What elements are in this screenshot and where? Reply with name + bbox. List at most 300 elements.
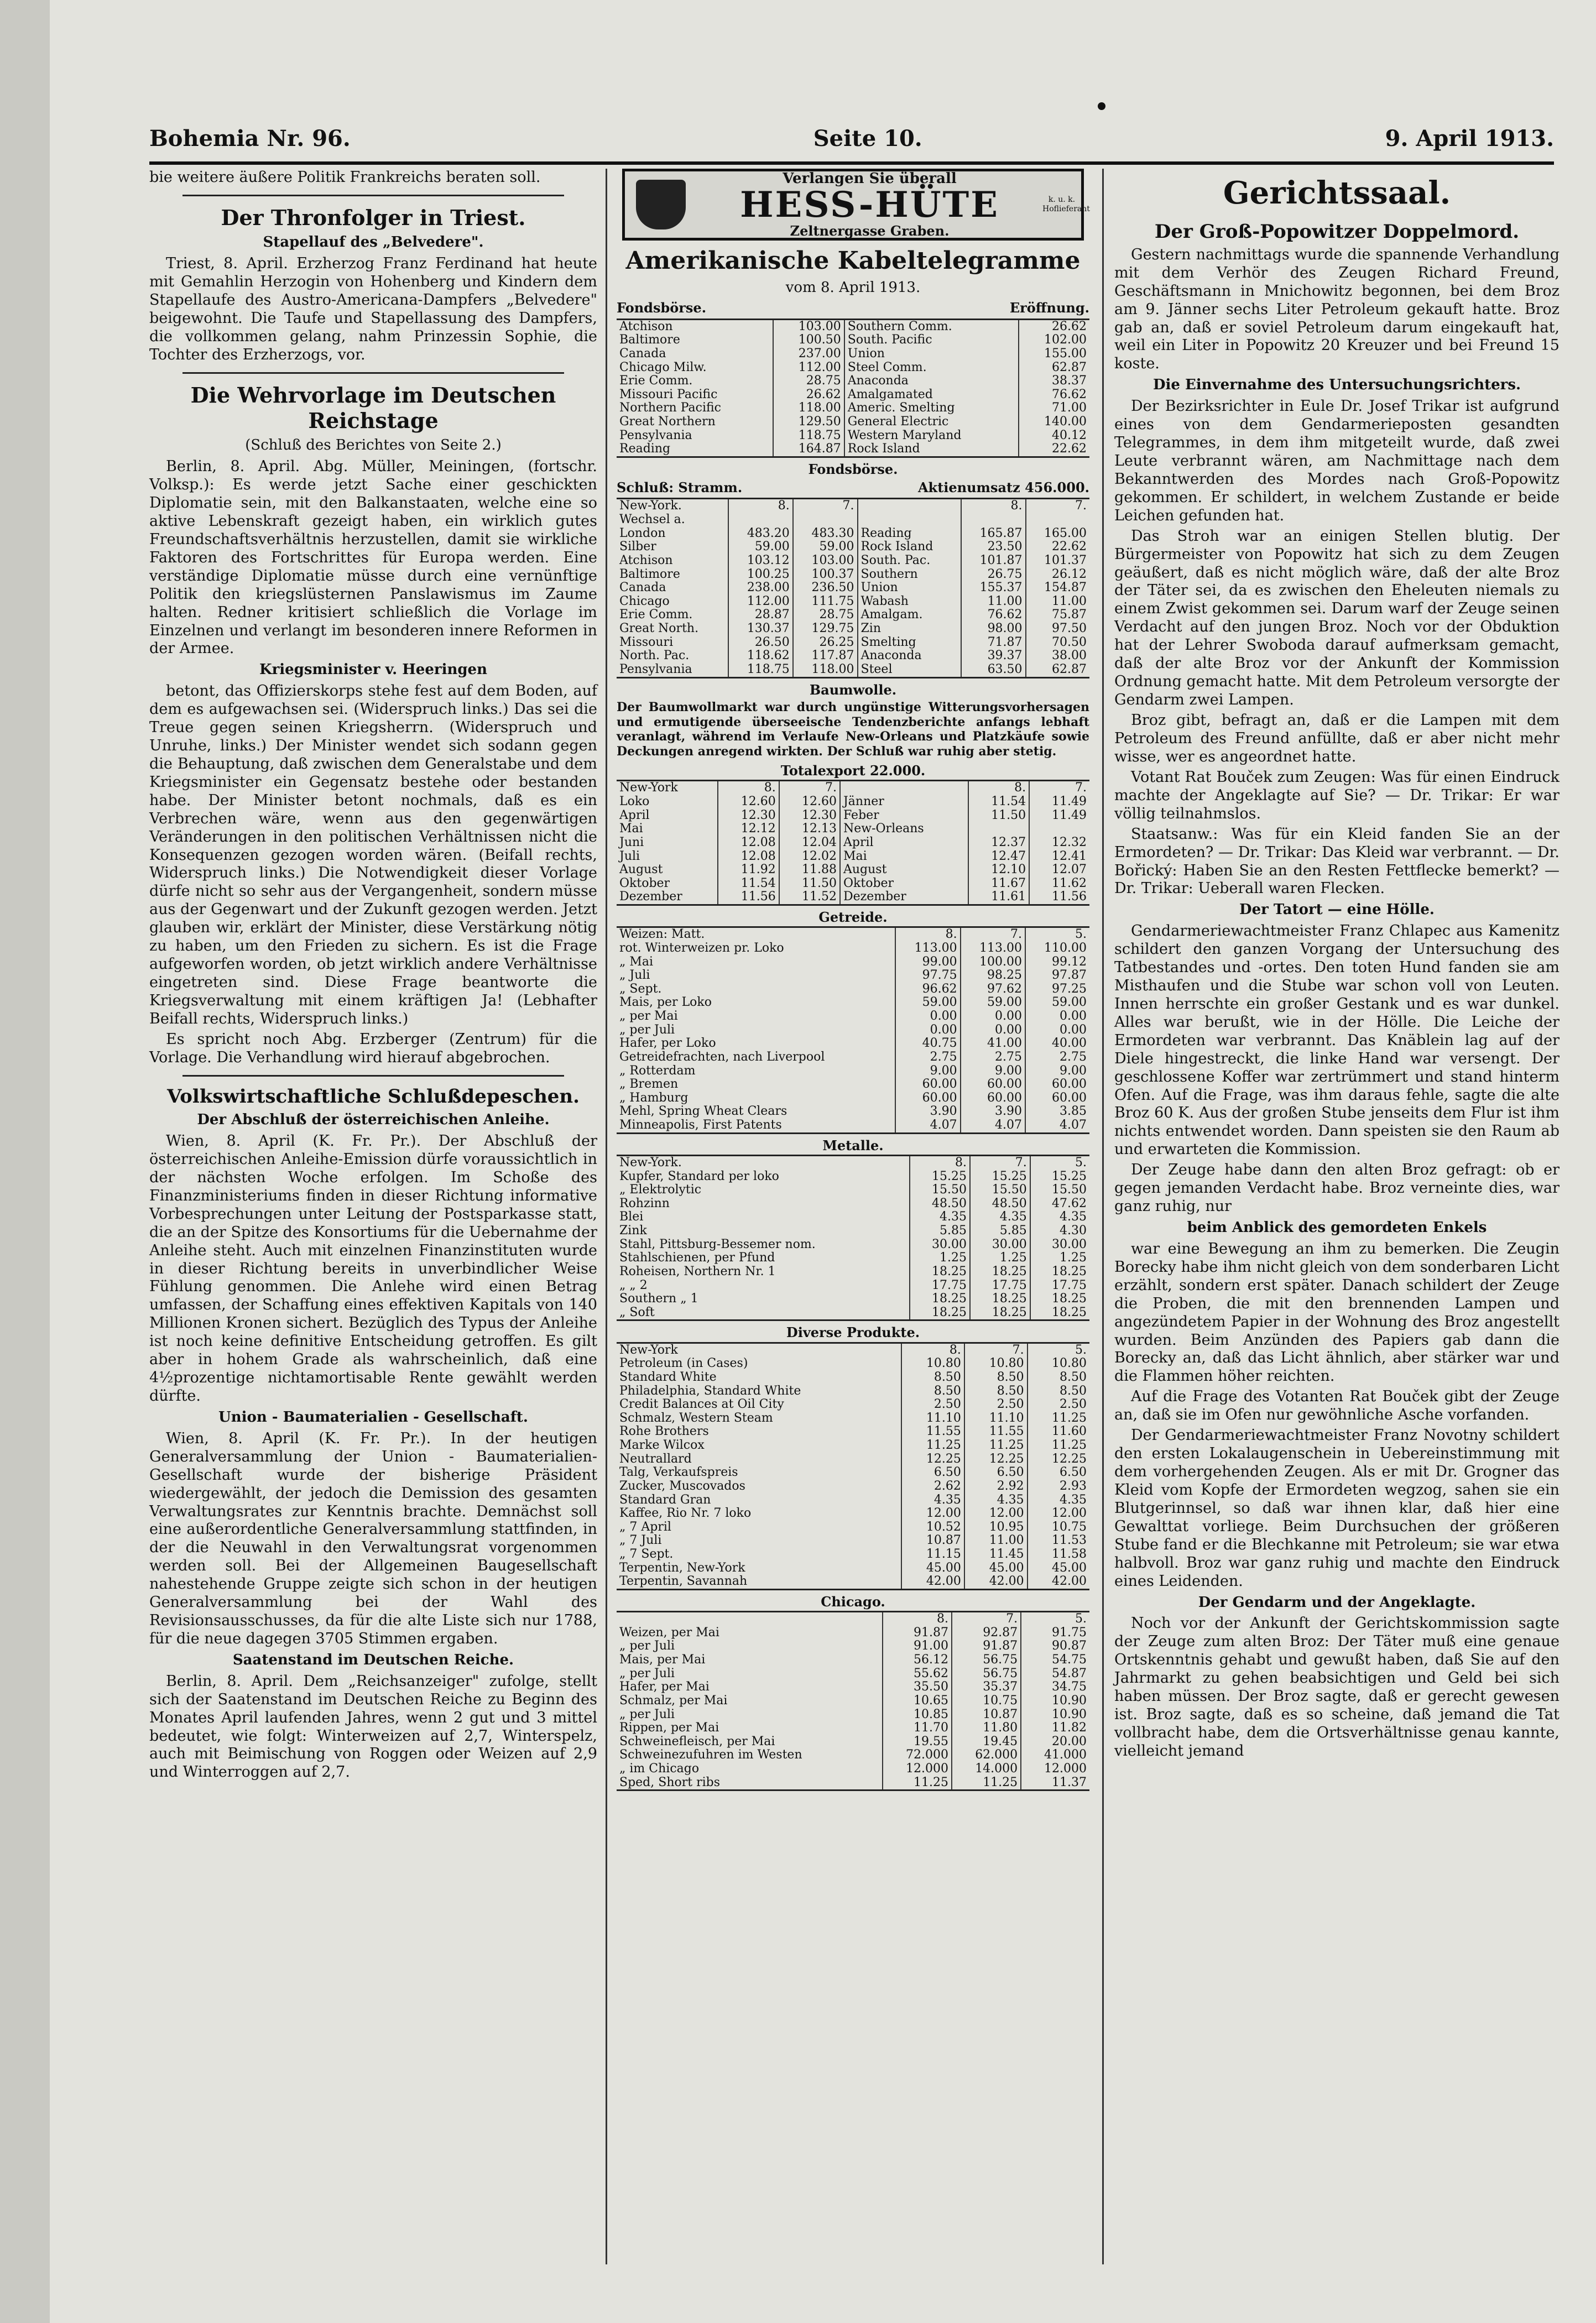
headline-thronfolger: Der Thronfolger in Triest. <box>221 205 526 230</box>
table-cell: 48.50 <box>970 1197 1030 1211</box>
table-cell: 7. <box>961 927 1025 942</box>
table-cell: 11.61 <box>968 890 1029 905</box>
ink-spot <box>1098 102 1105 110</box>
table-cell: 10.90 <box>1021 1708 1089 1722</box>
table-cell: Roheisen, Northern Nr. 1 <box>619 1264 776 1278</box>
table-cell: Rock Island <box>858 540 961 554</box>
table-cell: Southern Comm. <box>844 319 1019 333</box>
table-cell: 10.75 <box>952 1694 1021 1708</box>
table-cell: 19.55 <box>883 1735 952 1749</box>
table-cell: 2.62 <box>901 1480 964 1494</box>
table-cell: Dezember <box>840 890 968 905</box>
table-cell: 118.62 <box>728 649 793 663</box>
table-cell: 10.75 <box>1028 1521 1089 1534</box>
table-cell: 11.00 <box>961 595 1026 609</box>
table-cell: Silber <box>619 540 656 554</box>
article-text: Gestern nachmittags wurde die spannende Verhandlung mit dem Verhör des Zeugen Richard Freund, Geschäftsmann in Mnichowitz begonnen, bei dem Broz am 9. Jänner sechs Liter Petroleum gekauft hatte. Broz gab an, daß er soviel Petroleum darum eingekauft hat, weil ein Liter in Popowitz 20 Kreuzer und bei Freund 15 koste. <box>1114 246 1560 373</box>
table-cell: Steel Comm. <box>844 361 1019 375</box>
table-cell: 11.54 <box>968 795 1029 809</box>
table-cell: Weizen: Matt. <box>619 927 705 942</box>
table-cell: Terpentin, New-York <box>619 1560 745 1575</box>
table-cell: Schmalz, Western Steam <box>619 1411 773 1425</box>
metal-row <box>617 1210 1089 1224</box>
table-cell: 60.00 <box>895 1092 960 1105</box>
table-cell: 11.88 <box>779 863 840 877</box>
table-cell: 28.75 <box>793 608 858 622</box>
subhead-union: Union - Baumaterialien - Gesellschaft. <box>218 1409 528 1426</box>
article-text: Wien, 8. April (K. Fr. Pr.). In der heutigen Generalversammlung der Union - Baumaterialien-Gesellschaft wurde der bisherige Präsident wiedergewählt, der jedoch die Demission des gesamten Verwaltungsrates zur Kenntnis brachte. Demnächst soll eine außerordentliche Generalversammlung stattfinden, in der die Neuwahl in den Verwaltungsrat vorgenommen werden soll. Bei der Allgemeinen Baugesellschaft nahestehende Gruppe zeigte sich schon in der heutigen Generalversammlung bei der Wahl des Revisionsausschusses, da für die alte Liste sich nur 1788, für die neue dagegen 3705 Stimmen ergaben. <box>149 1429 597 1648</box>
div-row <box>617 1398 1089 1412</box>
table-cell: 140.00 <box>1019 415 1089 429</box>
opening-row <box>617 347 1089 361</box>
chicago-row <box>617 1721 1089 1735</box>
table-cell: 15.50 <box>910 1183 970 1197</box>
table-cell: 129.50 <box>773 415 844 429</box>
table-cell: 9.00 <box>961 1064 1025 1078</box>
table-cell: 8. <box>901 1343 964 1357</box>
table-cell: Reading <box>858 527 961 541</box>
article-text: betont, das Offizierskorps stehe fest auf dem Boden, auf dem es aufgewachsen sei. (Widerspruch links.) Das sei die Treue gegen seinen Kriegsherrn. (Widerspruch und Unruhe, links.) Der Minister wendet sich sodann gegen die Behauptung, daß zwischen dem Generalstabe und dem Kriegsminister ein Gegensatz bestehe oder bestanden habe. Der Minister betont nochmals, daß es ein Verbrechen wäre, wenn aus den gegenwärtigen Veränderungen in den politischen Verhältnissen nicht die Konsequenzen gezogen worden wären. (Beifall rechts, Widerspruch links.) Die Notwendigkeit dieser Vorlage dürfe nicht so sehr aus der Vergangenheit, sondern müsse aus der Gegenwart und der Zukunft gezogen werden. Jetzt glauben wir, erklärt der Minister, diese Verstärkung nötig zu haben, um den Frieden zu sichern. Es ist die Frage aufgeworfen worden, ob jetzt wirklich andere Verhältnisse eingetreten sind. Diese Frage beantworte die Kriegsverwaltung mit einem kräftigen Ja! (Lebhafter Beifall rechts, Widerspruch links.) <box>149 682 597 1027</box>
table-cell: Schweinezufuhren im Westen <box>619 1748 802 1762</box>
closing-row <box>617 513 1089 527</box>
div-row <box>617 1562 1089 1575</box>
table-cell: „ 7 April <box>619 1520 671 1534</box>
table-cell: „ Mai <box>619 954 654 969</box>
table-cell: Mehl, Spring Wheat Clears <box>619 1104 787 1119</box>
header-page: Seite 10. <box>813 125 922 152</box>
table-cell: „ „ 2 <box>619 1278 648 1292</box>
table-cell: „ 7 Sept. <box>619 1547 674 1562</box>
stock-turnover: Aktienumsatz 456.000. <box>917 479 1089 496</box>
table-cell: 118.00 <box>773 401 844 415</box>
table-cell: 12.13 <box>779 822 840 836</box>
table-cell: Atchison <box>619 319 673 333</box>
table-cell: „ Juli <box>619 968 650 983</box>
table-cell: „ Rotterdam <box>619 1063 696 1078</box>
ad-tagline: Verlangen Sie überall <box>783 170 957 187</box>
article-text: Es spricht noch Abg. Erzberger (Zentrum) für die Vorlage. Die Verhandlung wird hierauf abgebrochen. <box>149 1030 597 1066</box>
closing-row <box>617 595 1089 609</box>
table-cell: „ Bremen <box>619 1077 679 1092</box>
chicago-row <box>617 1776 1089 1790</box>
table-cell: 40.12 <box>1019 429 1089 443</box>
table-cell: Terpentin, Savannah <box>619 1574 748 1589</box>
table-cell: Amalgam. <box>858 608 961 622</box>
table-cell: April <box>619 808 650 822</box>
grain-section: Getreide. <box>818 909 888 926</box>
opening-label: Eröffnung. <box>1009 300 1089 316</box>
table-cell: 11.62 <box>1029 877 1089 891</box>
article-text: Votant Rat Bouček zum Zeugen: Was für einen Eindruck machte der Angeklagte auf Sie? — Dr. Trikar: Er war völlig teilnahmslos. <box>1114 768 1560 822</box>
table-cell: 100.00 <box>961 956 1025 969</box>
column-divider-1 <box>606 169 607 2264</box>
table-cell: 3.90 <box>961 1105 1025 1119</box>
table-cell: 8. <box>961 499 1026 513</box>
table-cell: 0.00 <box>1025 1010 1089 1024</box>
table-cell: 10.52 <box>901 1521 964 1534</box>
opening-row <box>617 401 1089 415</box>
table-cell: 48.50 <box>910 1197 970 1211</box>
table-cell <box>1029 822 1089 836</box>
metal-table <box>617 1155 1089 1322</box>
article-text: Gendarmeriewachtmeister Franz Chlapec aus Kamenitz schildert den ganzen Vorgang der Untersuchung des Tatbestandes und -ortes. Den toten Hund fanden sie am Misthaufen und die Stube war schon voll von Leuten. Innen herrschte ein großer Gestank und es war dunkel. Alles war berußt, wie in der Hölle. Die Leiche der Ermordeten war verbrannt. Das Knäblein lag auf der Diele hingestreckt, die linke Hand war versengt. Der geschlossene Koffer war zertrümmert und stand hinterm Ofen. Auf die Frage, was ihm daraus fehle, sagte die alte Broz 60 K. Aus der großen Stube jenseits dem Flur ist ihm nichts entwendet worden. Dann speisten sie den Raum ab und erwarteten die Kommission. <box>1114 922 1560 1158</box>
table-cell: 5. <box>1021 1612 1089 1626</box>
table-cell: 11.50 <box>779 877 840 891</box>
table-cell: „ Hamburg <box>619 1090 689 1105</box>
table-cell: 8. <box>883 1612 952 1626</box>
table-cell: 238.00 <box>728 581 793 595</box>
table-cell <box>968 822 1029 836</box>
table-cell: 11.49 <box>1029 809 1089 823</box>
chicago-row <box>617 1653 1089 1667</box>
table-cell: 38.00 <box>1026 649 1089 663</box>
table-cell: 4.35 <box>1030 1210 1089 1224</box>
table-cell: 102.00 <box>1019 333 1089 347</box>
table-cell: 11.50 <box>968 809 1029 823</box>
closing-table <box>617 498 1089 678</box>
div-row <box>617 1466 1089 1480</box>
table-cell: 26.62 <box>1019 319 1089 333</box>
chicago-row <box>617 1748 1089 1762</box>
table-cell: 26.75 <box>961 568 1026 582</box>
table-cell: 8.50 <box>964 1385 1028 1398</box>
table-cell: 15.25 <box>970 1170 1030 1184</box>
table-cell: 11.54 <box>718 877 779 891</box>
table-cell: 71.00 <box>1019 401 1089 415</box>
table-cell: 11.55 <box>964 1425 1028 1439</box>
table-cell: Smelting <box>858 636 961 650</box>
article-text: war eine Bewegung an ihm zu bemerken. Die Zeugin Borecky habe ihm nicht gleich von dem sonderbaren Licht erzählt, sondern erst später. Danach schildert der Zeuge die Proben, die mit den brennenden Lampen und angezündetem Papier in der Wohnung des Broz angestellt wurden. Beim Anzünden des Papiers gab dann die Borecky an, daß das Licht ähnlich, aber stärker war und die Flammen höher reichten. <box>1114 1240 1560 1385</box>
table-cell: Western Maryland <box>844 429 1019 443</box>
table-cell: 11.53 <box>1028 1534 1089 1548</box>
table-cell: 8.50 <box>1028 1371 1089 1385</box>
table-cell: 3.90 <box>895 1105 960 1119</box>
table-cell: „ Sept. <box>619 982 662 996</box>
metal-row <box>617 1197 1089 1211</box>
ad-brand: HESS-HÜTE <box>740 184 999 226</box>
table-cell: 103.12 <box>728 554 793 568</box>
closing-header <box>617 499 1089 513</box>
opening-row <box>617 415 1089 429</box>
table-cell: Hafer, per Mai <box>619 1680 710 1694</box>
subhead-stapellauf: Stapellauf des „Belvedere". <box>263 234 484 251</box>
table-cell: Missouri <box>619 635 674 649</box>
div-row <box>617 1534 1089 1548</box>
table-cell: 14.000 <box>952 1762 1021 1776</box>
table-cell: Blei <box>619 1210 644 1224</box>
table-cell: Feber <box>840 809 968 823</box>
article-text: Auf die Frage des Votanten Rat Bouček gibt der Zeuge an, daß sie im Ofen nur gewöhnliche Asche vorfanden. <box>1114 1388 1560 1424</box>
table-cell: 165.00 <box>1026 527 1089 541</box>
table-cell: 59.00 <box>895 996 960 1010</box>
table-cell: 12.47 <box>968 850 1029 864</box>
table-cell: rot. Winterweizen pr. Loko <box>619 941 784 955</box>
table-cell: 35.50 <box>883 1680 952 1694</box>
table-cell: 10.80 <box>901 1357 964 1371</box>
table-cell: 12.41 <box>1029 850 1089 864</box>
table-cell: 11.25 <box>1028 1412 1089 1426</box>
table-cell: „ per Juli <box>619 1666 675 1680</box>
div-row <box>617 1425 1089 1439</box>
table-cell: Northern Pacific <box>619 401 722 415</box>
table-cell: 12.08 <box>718 836 779 850</box>
table-cell: 12.00 <box>1028 1507 1089 1521</box>
table-cell: 0.00 <box>961 1010 1025 1024</box>
div-row <box>617 1494 1089 1507</box>
table-cell: 2.50 <box>964 1398 1028 1412</box>
article-text: Broz gibt, befragt an, daß er die Lampen mit dem Petroleum des Freund anfüllte, daß er aber nicht mehr wisse, wer es angeordnet hatte. <box>1114 712 1560 765</box>
table-cell: 8.50 <box>964 1371 1028 1385</box>
table-cell: Minneapolis, First Patents <box>619 1118 782 1132</box>
table-cell: Schweinefleisch, per Mai <box>619 1734 775 1748</box>
table-cell: „ per Juli <box>619 1022 675 1037</box>
divider <box>182 372 564 374</box>
table-cell: Zink <box>619 1224 647 1238</box>
table-cell: 47.62 <box>1030 1197 1089 1211</box>
table-cell: 165.87 <box>961 527 1026 541</box>
table-cell: General Electric <box>844 415 1019 429</box>
header-issue: Bohemia Nr. 96. <box>149 125 351 152</box>
closing-row <box>617 636 1089 650</box>
table-cell: 45.00 <box>1028 1562 1089 1575</box>
table-cell: 5. <box>1025 927 1089 942</box>
table-cell: 91.87 <box>952 1640 1021 1653</box>
table-cell: 4.35 <box>1028 1494 1089 1507</box>
table-cell: 12.12 <box>718 822 779 836</box>
table-cell: 10.65 <box>883 1694 952 1708</box>
table-cell: Canada <box>619 581 666 595</box>
table-cell: 100.50 <box>773 333 844 347</box>
article-text: Der Bezirksrichter in Eule Dr. Josef Trikar ist aufgrund eines von dem Gendarmerieposten gesandten Telegrammes, in dem ihm mitgeteilt wurde, daß zwei Leute verbrannt wären, am Nachmittage nach dem Bekanntwerden des Mordes nach Groß-Popowitz gekommen. Er schildert, in welchem Zustande er beide Leichen gefunden hat. <box>1114 398 1560 524</box>
closing-row <box>617 527 1089 541</box>
table-cell: 40.75 <box>895 1037 960 1051</box>
div-row <box>617 1385 1089 1398</box>
chicago-table <box>617 1611 1089 1791</box>
headline-kabeltelegramme: Amerikanische Kabeltelegramme <box>625 247 1081 275</box>
table-cell: 56.12 <box>883 1653 952 1667</box>
table-cell: 100.25 <box>728 568 793 582</box>
table-cell: 26.62 <box>773 388 844 402</box>
table-cell: 3.85 <box>1025 1105 1089 1119</box>
table-cell: 2.50 <box>1028 1398 1089 1412</box>
subhead-anleihe: Der Abschluß der österreichischen Anleihe. <box>197 1111 550 1129</box>
closing-row <box>617 608 1089 622</box>
cotton-row <box>617 863 1089 877</box>
table-cell: 118.00 <box>793 663 858 677</box>
table-cell: Sped, Short ribs <box>619 1775 721 1789</box>
table-cell: 10.87 <box>901 1534 964 1548</box>
headline-wehrvorlage: Die Wehrvorlage im Deutschen Reichstage <box>190 382 556 433</box>
table-cell: Philadelphia, Standard White <box>619 1384 801 1398</box>
table-cell: Southern <box>858 568 961 582</box>
closing-row <box>617 568 1089 582</box>
table-cell: 15.50 <box>970 1183 1030 1197</box>
table-cell: 59.00 <box>793 540 858 554</box>
table-cell: 12.07 <box>1029 863 1089 877</box>
table-cell: 237.00 <box>773 347 844 361</box>
column-1 <box>149 169 597 1784</box>
table-cell: 62.87 <box>1026 663 1089 677</box>
table-cell: 2.50 <box>901 1398 964 1412</box>
article-text: Wien, 8. April (K. Fr. Pr.). Der Abschluß der österreichischen Anleihe-Emission dürfe voraussichtlich in der nächsten Woche erfolgen. Im Schoße des Finanzministeriums finden in dieser Richtung informative Vorbesprechungen unter Leitung der Postsparkasse statt, die an der Spitze des Konsortiums für die Uebernahme der Anleihe steht. Auch mit einzelnen Finanzinstituten wurde in dieser Richtung bereits in unverbindlicher Weise Fühlung genommen. Die Anlehe wird einen Betrag umfassen, der Schaffung eines effektiven Kapitals von 140 Millionen Kronen sichert. Bezüglich des Typus der Anleihe ist noch keine definitive Entscheidung getroffen. Es gilt aber in hohem Grade als wahrscheinlich, daß eine 4½prozentige nichtamortisable Rente gewählt werden dürfte. <box>149 1132 597 1405</box>
table-cell: Erie Comm. <box>619 608 693 622</box>
opening-row <box>617 333 1089 347</box>
table-cell: 18.25 <box>910 1306 970 1320</box>
table-cell: 99.12 <box>1025 956 1089 969</box>
table-cell: 8. <box>968 781 1029 795</box>
table-cell: 10.95 <box>964 1521 1028 1534</box>
table-cell: 236.50 <box>793 581 858 595</box>
table-cell: 63.50 <box>961 663 1026 677</box>
grain-row <box>617 1105 1089 1119</box>
table-cell: 4.07 <box>961 1119 1025 1133</box>
table-cell: 18.25 <box>970 1265 1030 1279</box>
table-cell: „ Soft <box>619 1305 655 1319</box>
table-cell: Juli <box>619 849 640 863</box>
table-cell: 11.25 <box>883 1776 952 1790</box>
header-date: 9. April 1913. <box>1385 125 1554 152</box>
table-cell: 98.00 <box>961 622 1026 636</box>
table-cell: 11.25 <box>952 1776 1021 1790</box>
table-cell: Kupfer, Standard per loko <box>619 1169 779 1183</box>
table-cell: Hafer, per Loko <box>619 1036 716 1051</box>
table-cell: Kaffee, Rio Nr. 7 loko <box>619 1506 752 1521</box>
chicago-row <box>617 1735 1089 1749</box>
hess-hats-ad <box>622 169 1090 241</box>
subhead-einvernahme: Die Einvernahme des Untersuchungsrichters. <box>1152 377 1521 394</box>
table-cell: 18.25 <box>970 1306 1030 1320</box>
table-cell: 117.87 <box>793 649 858 663</box>
table-cell: Reading <box>619 442 671 456</box>
table-cell: New-York. <box>619 499 682 513</box>
table-cell: 11.45 <box>964 1548 1028 1562</box>
table-cell: 9.00 <box>895 1064 960 1078</box>
page-header <box>149 122 1554 155</box>
table-cell: 17.75 <box>970 1279 1030 1293</box>
table-cell <box>793 513 858 527</box>
table-cell: Baltimore <box>619 333 680 347</box>
chicago-row <box>617 1762 1089 1776</box>
table-cell: 11.56 <box>718 890 779 905</box>
table-cell: 4.35 <box>964 1494 1028 1507</box>
table-cell: 130.37 <box>728 622 793 636</box>
table-cell: „ Elektrolytic <box>619 1183 702 1197</box>
table-cell: Zin <box>858 622 961 636</box>
table-cell: 10.80 <box>964 1357 1028 1371</box>
table-cell: 97.25 <box>1025 983 1089 996</box>
table-cell: 12.00 <box>964 1507 1028 1521</box>
opening-row <box>617 388 1089 402</box>
table-cell: 54.75 <box>1021 1653 1089 1667</box>
table-cell: 11.37 <box>1021 1776 1089 1790</box>
table-cell: 11.58 <box>1028 1548 1089 1562</box>
article-text: Berlin, 8. April. Abg. Müller, Meiningen, (fortschr. Volksp.): Es werde jetzt Sache einer geschickten Diplomatie sein, mit den Balkanstaaten, welche eine so aktive Lebenskraft gezeigt haben, ein wirklich gutes Freundschaftsverhältnis herzustellen, damit sie wirkliche Faktoren des Fortschrittes für Europa werden. Eine verständige Diplomatie müsse durch eine vernünftige Politik den kriegslüsternen Panslawismus im Zaume halten. Redner kritisiert schließlich die Vorlage im Einzelnen und verlangt im besonderen innere Reformen in der Armee. <box>149 458 597 657</box>
table-cell: 12.25 <box>1028 1453 1089 1466</box>
table-cell: 111.75 <box>793 595 858 609</box>
table-cell: 11.10 <box>964 1412 1028 1426</box>
table-cell: 97.50 <box>1026 622 1089 636</box>
metal-row <box>617 1265 1089 1279</box>
table-cell: 12.37 <box>968 836 1029 850</box>
table-cell: 12.08 <box>718 850 779 864</box>
table-cell: 42.00 <box>964 1575 1028 1589</box>
ad-purveyor: k. u. k. Hoflieferant <box>1042 195 1090 213</box>
closing-row <box>617 622 1089 636</box>
table-cell: 71.87 <box>961 636 1026 650</box>
chicago-row <box>617 1708 1089 1722</box>
table-cell: 11.60 <box>1028 1425 1089 1439</box>
table-cell: New-York <box>619 1343 678 1357</box>
table-cell: 11.25 <box>1028 1439 1089 1453</box>
grain-row <box>617 1078 1089 1092</box>
table-cell: 96.62 <box>895 983 960 996</box>
table-cell: 59.00 <box>1025 996 1089 1010</box>
subhead-kriegsminister: Kriegsminister v. Heeringen <box>259 661 487 678</box>
grain-row <box>617 1092 1089 1105</box>
table-cell: 129.75 <box>793 622 858 636</box>
metal-row <box>617 1306 1089 1320</box>
grain-row <box>617 1119 1089 1133</box>
page-scan-edge <box>0 0 50 2323</box>
table-cell: 483.20 <box>728 527 793 541</box>
table-cell: 2.75 <box>961 1051 1025 1064</box>
table-cell: 22.62 <box>1026 540 1089 554</box>
table-cell: 11.67 <box>968 877 1029 891</box>
table-cell: 18.25 <box>1030 1306 1089 1320</box>
table-cell: 17.75 <box>1030 1279 1089 1293</box>
table-cell: 12.30 <box>779 809 840 823</box>
table-cell: 76.62 <box>1019 388 1089 402</box>
metal-row <box>617 1292 1089 1306</box>
table-cell: 11.00 <box>1026 595 1089 609</box>
table-cell: 20.00 <box>1021 1735 1089 1749</box>
table-cell: 11.80 <box>952 1721 1021 1735</box>
table-cell: 0.00 <box>1025 1024 1089 1037</box>
table-cell: 118.75 <box>773 429 844 443</box>
table-cell: 60.00 <box>1025 1078 1089 1092</box>
table-cell: Atchison <box>619 553 673 567</box>
table-cell: 26.12 <box>1026 568 1089 582</box>
table-cell: 2.92 <box>964 1480 1028 1494</box>
table-cell: New-York. <box>619 1155 682 1170</box>
column-3 <box>1114 169 1560 1763</box>
cotton-row <box>617 822 1089 836</box>
table-cell <box>840 781 968 795</box>
table-cell: 12.60 <box>779 795 840 809</box>
table-cell: 72.000 <box>883 1748 952 1762</box>
table-cell: 97.62 <box>961 983 1025 996</box>
column-divider-2 <box>1102 169 1104 2264</box>
table-cell: 91.00 <box>883 1640 952 1653</box>
subhead-gendarm: Der Gendarm und der Angeklagte. <box>1198 1594 1476 1611</box>
table-cell: 483.30 <box>793 527 858 541</box>
table-cell: 75.87 <box>1026 608 1089 622</box>
table-cell: Standard White <box>619 1370 717 1384</box>
cotton-row <box>617 809 1089 823</box>
table-cell: 0.00 <box>895 1010 960 1024</box>
table-cell: Missouri Pacific <box>619 387 718 401</box>
header-rule <box>149 161 1554 165</box>
table-cell: 10.80 <box>1028 1357 1089 1371</box>
table-cell: 60.00 <box>895 1078 960 1092</box>
closing-label: Schluß: Stramm. <box>617 479 743 496</box>
table-cell: 56.75 <box>952 1667 1021 1681</box>
table-cell: 34.75 <box>1021 1680 1089 1694</box>
headline-schlussdepeschen: Volkswirtschaftliche Schlußdepeschen. <box>166 1085 580 1108</box>
table-cell: 113.00 <box>961 942 1025 956</box>
table-cell: Canada <box>619 346 666 361</box>
subhead-saatenstand: Saatenstand im Deutschen Reiche. <box>232 1652 514 1669</box>
